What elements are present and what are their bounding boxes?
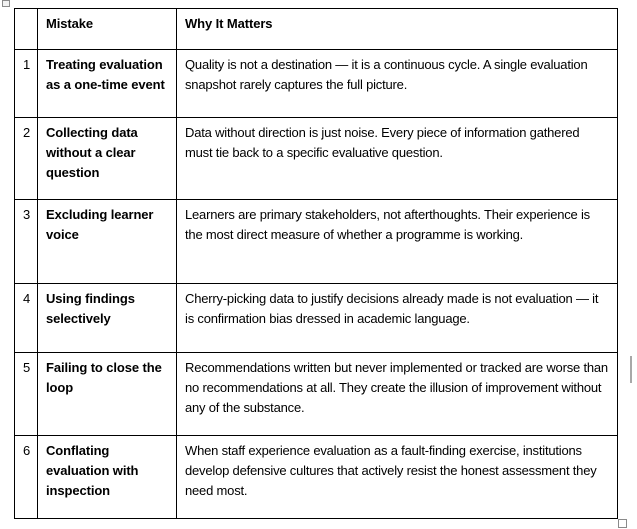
why-cell[interactable]: Learners are primary stakeholders, not afterthoughts. Their experience is the most direct measure of whether a programme is working. [177, 200, 618, 284]
mistake-cell[interactable]: Collecting data without a clear question [38, 118, 177, 200]
table-row [15, 436, 618, 519]
row-number-cell[interactable]: 5 [15, 353, 38, 436]
table-header-row [15, 9, 618, 50]
table-row [15, 118, 618, 200]
table-resize-handle-icon[interactable] [618, 519, 627, 528]
row-number-cell[interactable]: 4 [15, 284, 38, 353]
table-row [15, 353, 618, 436]
table-row [15, 200, 618, 284]
mistake-cell[interactable]: Excluding learner voice [38, 200, 177, 284]
table-move-handle-icon[interactable] [2, 0, 10, 7]
header-cell-why[interactable]: Why It Matters [177, 9, 618, 50]
row-number-cell[interactable]: 2 [15, 118, 38, 200]
row-number-cell[interactable]: 3 [15, 200, 38, 284]
table-row [15, 284, 618, 353]
why-cell[interactable]: Quality is not a destination — it is a continuous cycle. A single evaluation snapshot rarely captures the full picture. [177, 50, 618, 118]
row-number-cell[interactable]: 6 [15, 436, 38, 519]
mistake-cell[interactable]: Conflating evaluation with inspection [38, 436, 177, 519]
header-cell-number[interactable] [15, 9, 38, 50]
mistakes-table [14, 8, 618, 519]
why-cell[interactable]: Data without direction is just noise. Every piece of information gathered must tie back to a specific evaluative question. [177, 118, 618, 200]
text-cursor [630, 356, 632, 383]
why-cell[interactable]: Cherry-picking data to justify decisions already made is not evaluation — it is confirmation bias dressed in academic language. [177, 284, 618, 353]
mistake-cell[interactable]: Using findings selectively [38, 284, 177, 353]
why-cell[interactable]: Recommendations written but never implemented or tracked are worse than no recommendations at all. They create the illusion of improvement without any of the substance. [177, 353, 618, 436]
mistake-cell[interactable]: Treating evaluation as a one-time event [38, 50, 177, 118]
mistake-cell[interactable]: Failing to close the loop [38, 353, 177, 436]
why-cell[interactable]: When staff experience evaluation as a fault-finding exercise, institutions develop defensive cultures that actively resist the honest assessment they need most. [177, 436, 618, 519]
table-row [15, 50, 618, 118]
header-cell-mistake[interactable]: Mistake [38, 9, 177, 50]
row-number-cell[interactable]: 1 [15, 50, 38, 118]
